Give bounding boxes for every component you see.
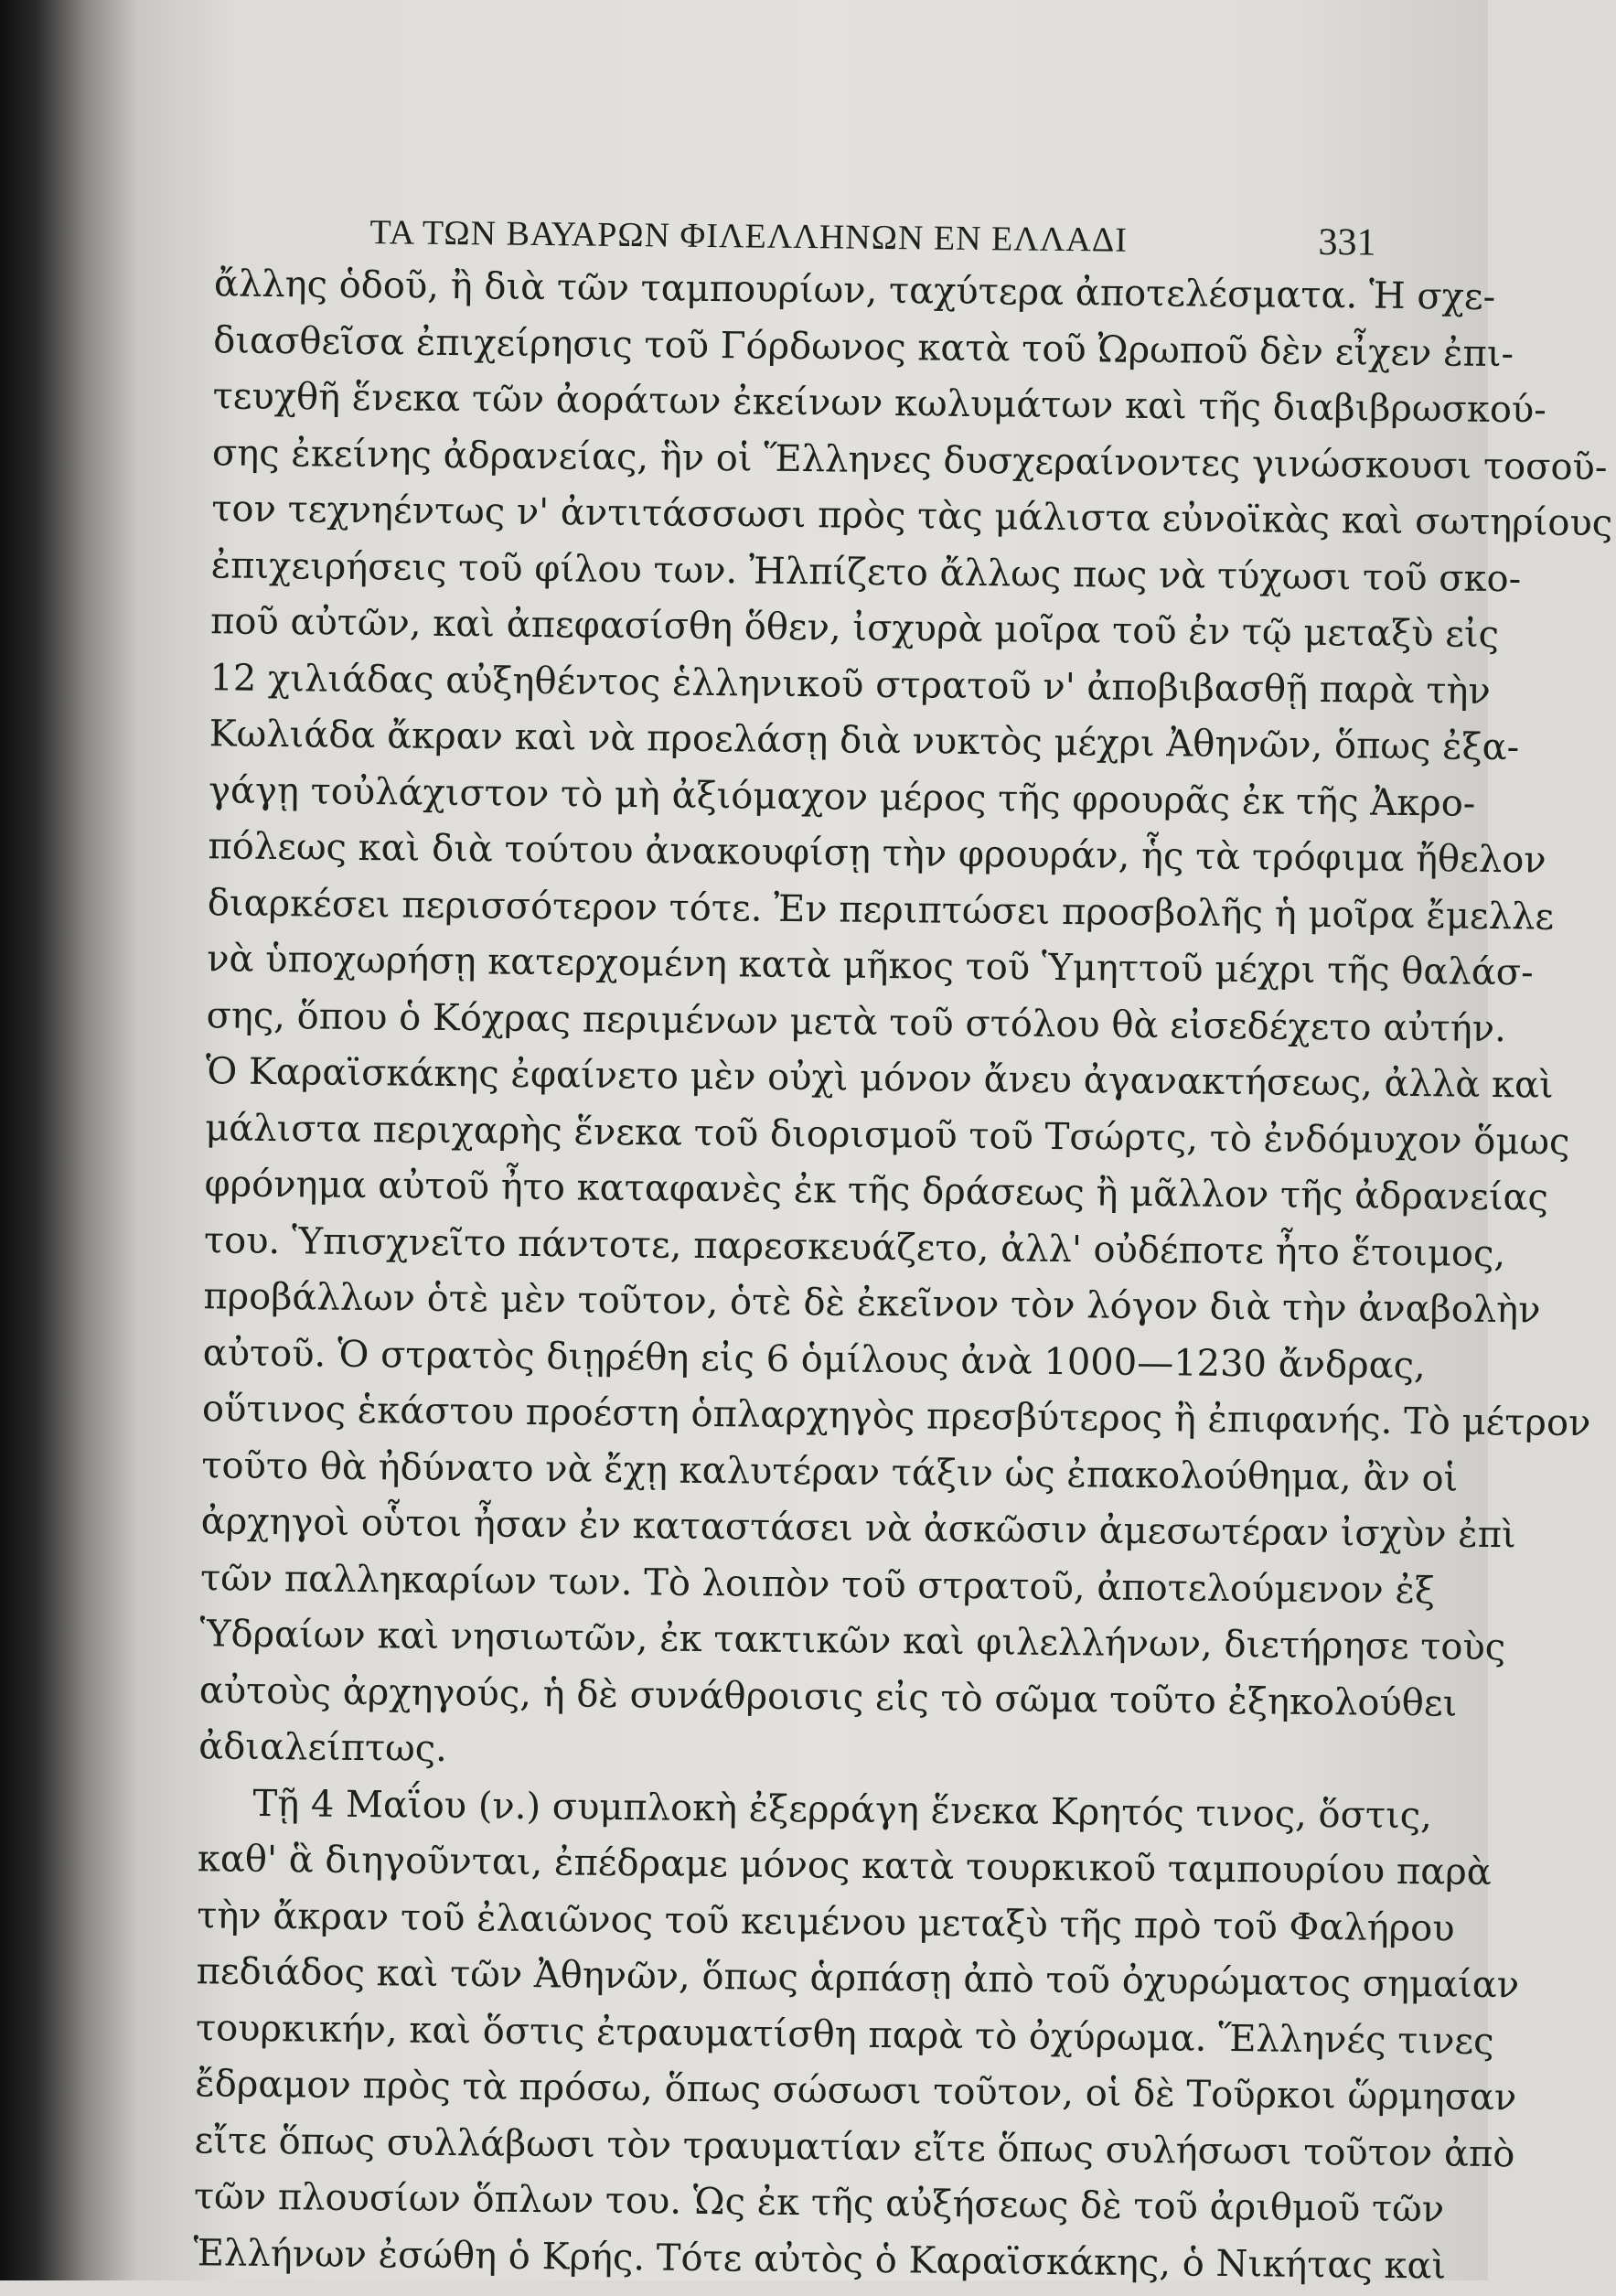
running-title: ΤΑ ΤΩΝ ΒΑΥΑΡΩΝ ΦΙΛΕΛΛΗΝΩΝ ΕΝ ΕΛΛΑΔΙ bbox=[369, 213, 1129, 260]
text-line: τοῦτο θὰ ἠδύνατο νὰ ἔχῃ καλυτέραν τάξιν ὡς ἐπακολούθημα, ἂν οἱ bbox=[201, 1443, 1459, 1500]
text-line: σης ἐκείνης ἀδρανείας, ἣν οἱ Ἕλληνες δυσχεραίνοντες γινώσκουσι τοσοῦ- bbox=[211, 431, 1608, 488]
text-line: 12 χιλιάδας αὐξηθέντος ἑλληνικοῦ στρατοῦ ν' ἀποβιβασθῇ παρὰ τὴν bbox=[209, 656, 1491, 713]
text-line: γάγῃ τοὐλάχιστον τὸ μὴ ἀξιόμαχον μέρος τῆς φρουρᾶς ἐκ τῆς Ἀκρο- bbox=[208, 768, 1476, 825]
text-line: ἀρχηγοὶ οὗτοι ἦσαν ἐν καταστάσει νὰ ἀσκῶσιν ἀμεσωτέραν ἰσχὺν ἐπὶ bbox=[200, 1500, 1516, 1557]
text-line: τουρκικήν, καὶ ὅστις ἐτραυματίσθη παρὰ τὸ ὀχύρωμα. Ἕλληνές τινες bbox=[195, 2006, 1494, 2063]
text-line: Ἑλλήνων ἐσώθη ὁ Κρής. Τότε αὐτὸς ὁ Καραϊσκάκης, ὁ Νικήτας καὶ bbox=[193, 2231, 1447, 2288]
text-line: ἄλλης ὁδοῦ, ἢ διὰ τῶν ταμπουρίων, ταχύτερα ἀποτελέσματα. Ἡ σχε- bbox=[213, 263, 1496, 318]
text-line: εἴτε ὅπως συλλάβωσι τὸν τραυματίαν εἴτε ὅπως συλήσωσι τοῦτον ἀπὸ bbox=[194, 2119, 1515, 2175]
text-line: αὐτοὺς ἀρχηγούς, ἡ δὲ συνάθροισις εἰς τὸ σῶμα τοῦτο ἐξηκολούθει bbox=[198, 1668, 1458, 1725]
text-line: πόλεως καὶ διὰ τούτου ἀνακουφίσῃ τὴν φρουράν, ἧς τὰ τρόφιμα ἤθελον bbox=[208, 825, 1546, 882]
text-line: τῶν πλουσίων ὅπλων του. Ὡς ἐκ τῆς αὐξήσεως δὲ τοῦ ἀριθμοῦ τῶν bbox=[193, 2175, 1445, 2231]
text-line: τῶν παλληκαρίων των. Τὸ λοιπὸν τοῦ στρατοῦ, ἀποτελούμενον ἐξ bbox=[199, 1556, 1436, 1612]
text-line: τον τεχνηέντως ν' ἀντιτάσσωσι πρὸς τὰς μάλιστα εὐνοϊκὰς καὶ σωτηρίους bbox=[211, 488, 1613, 545]
text-line: ποῦ αὐτῶν, καὶ ἀπεφασίσθη ὅθεν, ἰσχυρὰ μοῖρα τοῦ ἐν τῷ μεταξὺ εἰς bbox=[209, 600, 1500, 657]
text-line: νὰ ὑποχωρήσῃ κατερχομένη κατὰ μῆκος τοῦ Ὑμηττοῦ μέχρι τῆς θαλάσ- bbox=[206, 938, 1534, 994]
text-line: οὕτινος ἑκάστου προέστη ὁπλαρχηγὸς πρεσβύτερος ἢ ἐπιφανής. Τὸ μέτρον bbox=[201, 1388, 1591, 1445]
text-line: Τῇ 4 Μαΐου (ν.) συμπλοκὴ ἐξερράγη ἕνεκα Κρητός τινος, ὅστις, bbox=[252, 1782, 1433, 1837]
running-header bbox=[187, 192, 1376, 264]
text-line: διασθεῖσα ἐπιχείρησις τοῦ Γόρδωνος κατὰ τοῦ Ὠρωποῦ δὲν εἶχεν ἐπι- bbox=[213, 318, 1514, 375]
text-line: διαρκέσει περισσότερον τότε. Ἐν περιπτώσει προσβολῆς ἡ μοῖρα ἔμελλε bbox=[207, 881, 1555, 939]
text-line: Κωλιάδα ἄκραν καὶ νὰ προελάσῃ διὰ νυκτὸς μέχρι Ἀθηνῶν, ὅπως ἐξα- bbox=[209, 713, 1520, 769]
text-line: Ὁ Καραϊσκάκης ἐφαίνετο μὲν οὐχὶ μόνον ἄνευ ἀγανακτήσεως, ἀλλὰ καὶ bbox=[205, 1050, 1554, 1107]
text-line: Ὑδραίων καὶ νησιωτῶν, ἐκ τακτικῶν καὶ φιλελλήνων, διετήρησε τοὺς bbox=[199, 1613, 1506, 1669]
text-line: σης, ὅπου ὁ Κόχρας περιμένων μετὰ τοῦ στόλου θὰ εἰσεδέχετο αὐτήν. bbox=[206, 993, 1507, 1050]
text-line: φρόνημα αὐτοῦ ἦτο καταφανὲς ἐκ τῆς δράσεως ἢ μᾶλλον τῆς ἀδρανείας bbox=[204, 1163, 1549, 1219]
text-line: ἀδιαλείπτως. bbox=[198, 1725, 448, 1771]
text-line: μάλιστα περιχαρὴς ἕνεκα τοῦ διορισμοῦ τοῦ Τσώρτς, τὸ ἐνδόμυχον ὅμως bbox=[205, 1106, 1570, 1164]
body-text bbox=[166, 256, 1613, 2293]
text-line: ἔδραμον πρὸς τὰ πρόσω, ὅπως σώσωσι τοῦτον, οἱ δὲ Τοῦρκοι ὥρμησαν bbox=[195, 2063, 1517, 2119]
text-line: αὐτοῦ. Ὁ στρατὸς διῃρέθη εἰς 6 ὁμίλους ἀνὰ 1000—1230 ἄνδρας, bbox=[202, 1331, 1427, 1387]
text-line: καθ' ἃ διηγοῦνται, ἐπέδραμε μόνος κατὰ τουρκικοῦ ταμπουρίου παρὰ bbox=[197, 1838, 1493, 1894]
book-page bbox=[166, 192, 1613, 2293]
text-line: πεδιάδος καὶ τῶν Ἀθηνῶν, ὅπως ἁρπάσῃ ἀπὸ τοῦ ὀχυρώματος σημαίαν bbox=[196, 1950, 1520, 2007]
text-line: προβάλλων ὁτὲ μὲν τοῦτον, ὁτὲ δὲ ἐκεῖνον τὸν λόγον διὰ τὴν ἀναβολὴν bbox=[203, 1275, 1541, 1332]
text-line: του. Ὑπισχνεῖτο πάντοτε, παρεσκευάζετο, ἀλλ' οὐδέποτε ἦτο ἕτοιμος, bbox=[203, 1218, 1506, 1275]
text-line: τευχθῆ ἕνεκα τῶν ἀοράτων ἐκείνων κωλυμάτων καὶ τῆς διαβιβρωσκού- bbox=[212, 375, 1546, 432]
text-line: ἐπιχειρήσεις τοῦ φίλου των. Ἠλπίζετο ἄλλως πως νὰ τύχωσι τοῦ σκο- bbox=[210, 543, 1522, 600]
text-line: τὴν ἄκραν τοῦ ἐλαιῶνος τοῦ κειμένου μεταξὺ τῆς πρὸ τοῦ Φαλήρου bbox=[197, 1894, 1455, 1950]
page-number: 331 bbox=[1318, 220, 1376, 264]
